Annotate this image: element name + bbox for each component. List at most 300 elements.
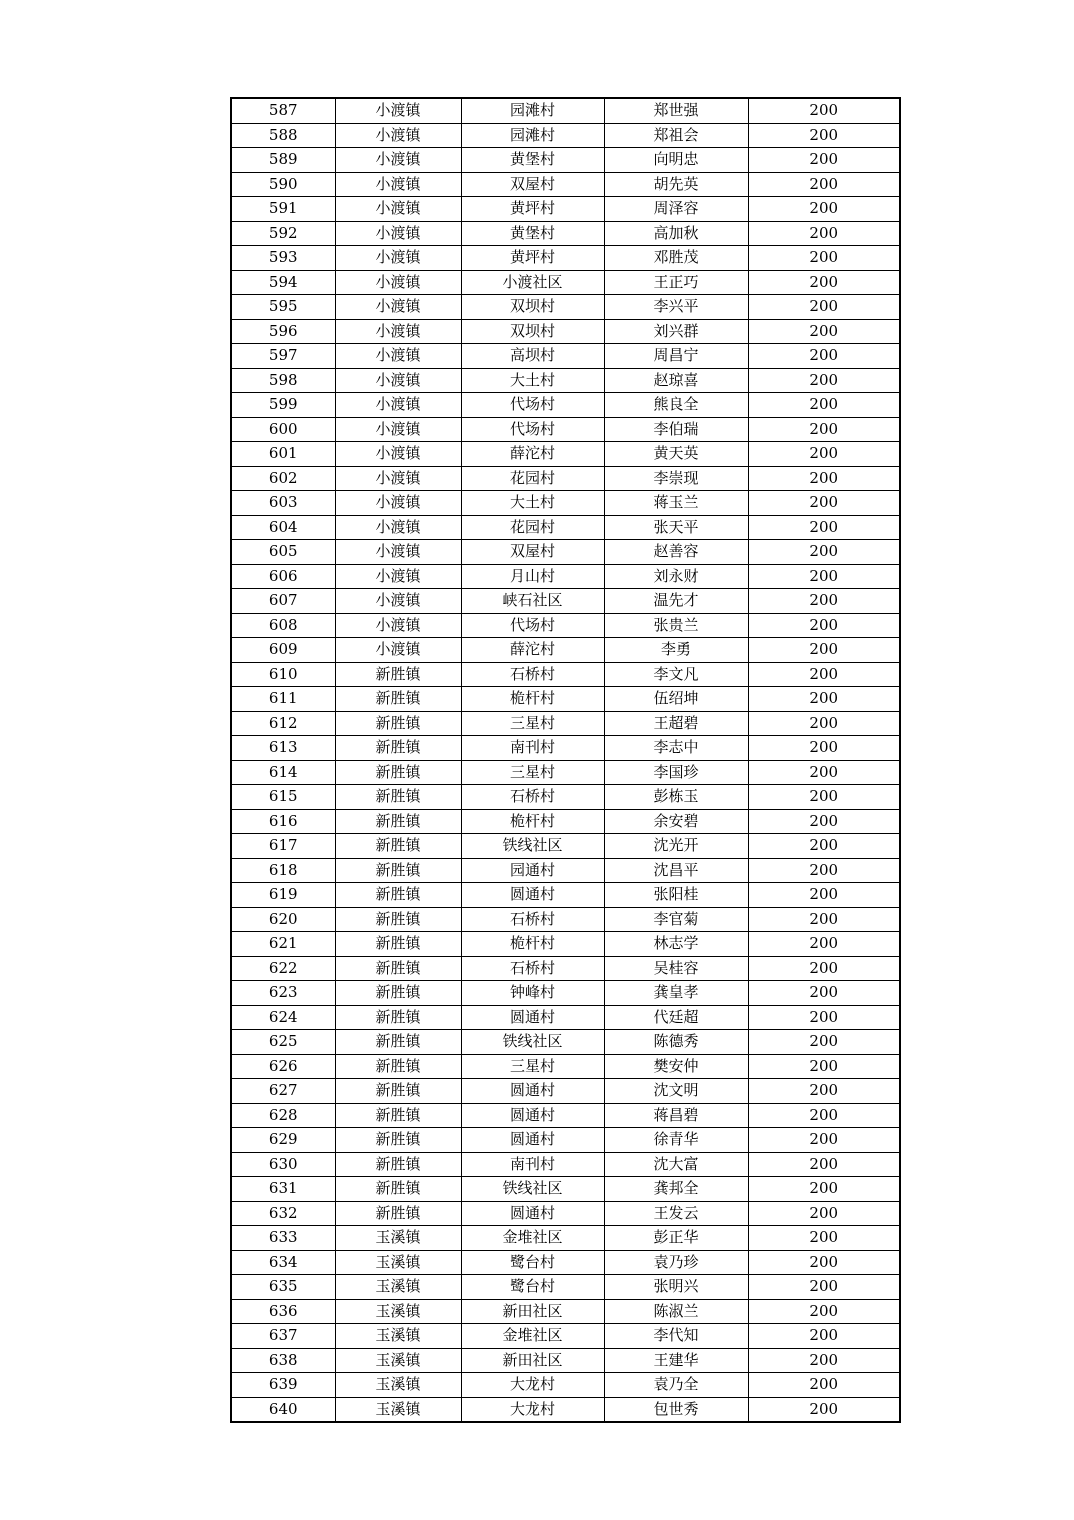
row-number-cell: 619 — [231, 883, 335, 908]
name-cell: 邓胜茂 — [604, 246, 748, 271]
amount-cell: 200 — [748, 1030, 900, 1055]
amount-cell: 200 — [748, 368, 900, 393]
name-cell: 赵琼喜 — [604, 368, 748, 393]
table-row — [231, 687, 900, 712]
amount-cell: 200 — [748, 711, 900, 736]
village-cell: 大土村 — [461, 368, 604, 393]
table-row — [231, 1201, 900, 1226]
row-number-cell: 637 — [231, 1324, 335, 1349]
table-row — [231, 589, 900, 614]
name-cell: 袁乃全 — [604, 1373, 748, 1398]
town-cell: 小渡镇 — [335, 417, 461, 442]
town-cell: 小渡镇 — [335, 540, 461, 565]
name-cell: 李文凡 — [604, 662, 748, 687]
village-cell: 南刊村 — [461, 1152, 604, 1177]
table-row — [231, 221, 900, 246]
town-cell: 新胜镇 — [335, 1152, 461, 1177]
table-row — [231, 613, 900, 638]
village-cell: 金堆社区 — [461, 1324, 604, 1349]
table-row — [231, 270, 900, 295]
table-row — [231, 1226, 900, 1251]
amount-cell: 200 — [748, 785, 900, 810]
amount-cell: 200 — [748, 564, 900, 589]
amount-cell: 200 — [748, 932, 900, 957]
table-row — [231, 956, 900, 981]
name-cell: 樊安仲 — [604, 1054, 748, 1079]
amount-cell: 200 — [748, 295, 900, 320]
village-cell: 双坝村 — [461, 319, 604, 344]
village-cell: 新田社区 — [461, 1348, 604, 1373]
amount-cell: 200 — [748, 760, 900, 785]
row-number-cell: 629 — [231, 1128, 335, 1153]
town-cell: 小渡镇 — [335, 466, 461, 491]
town-cell: 新胜镇 — [335, 1128, 461, 1153]
table-row — [231, 368, 900, 393]
town-cell: 新胜镇 — [335, 858, 461, 883]
name-cell: 王建华 — [604, 1348, 748, 1373]
town-cell: 新胜镇 — [335, 981, 461, 1006]
village-cell: 薛沱村 — [461, 638, 604, 663]
town-cell: 小渡镇 — [335, 515, 461, 540]
table-row — [231, 148, 900, 173]
amount-cell: 200 — [748, 687, 900, 712]
table-row — [231, 932, 900, 957]
table-row — [231, 907, 900, 932]
name-cell: 龚皇孝 — [604, 981, 748, 1006]
row-number-cell: 613 — [231, 736, 335, 761]
amount-cell: 200 — [748, 907, 900, 932]
name-cell: 熊良全 — [604, 393, 748, 418]
roster-table — [230, 97, 901, 1423]
amount-cell: 200 — [748, 417, 900, 442]
name-cell: 蒋玉兰 — [604, 491, 748, 516]
row-number-cell: 617 — [231, 834, 335, 859]
table-row — [231, 1348, 900, 1373]
table-row — [231, 1250, 900, 1275]
row-number-cell: 625 — [231, 1030, 335, 1055]
town-cell: 小渡镇 — [335, 491, 461, 516]
town-cell: 玉溪镇 — [335, 1373, 461, 1398]
table-row — [231, 246, 900, 271]
name-cell: 张明兴 — [604, 1275, 748, 1300]
amount-cell: 200 — [748, 858, 900, 883]
row-number-cell: 623 — [231, 981, 335, 1006]
village-cell: 高坝村 — [461, 344, 604, 369]
amount-cell: 200 — [748, 393, 900, 418]
table-row — [231, 1275, 900, 1300]
town-cell: 小渡镇 — [335, 442, 461, 467]
row-number-cell: 600 — [231, 417, 335, 442]
amount-cell: 200 — [748, 1128, 900, 1153]
village-cell: 黄坪村 — [461, 246, 604, 271]
table-row — [231, 662, 900, 687]
row-number-cell: 610 — [231, 662, 335, 687]
village-cell: 峡石社区 — [461, 589, 604, 614]
table-row — [231, 711, 900, 736]
table-row — [231, 1054, 900, 1079]
table-row — [231, 172, 900, 197]
town-cell: 玉溪镇 — [335, 1397, 461, 1422]
name-cell: 李崇现 — [604, 466, 748, 491]
town-cell: 小渡镇 — [335, 564, 461, 589]
name-cell: 李志中 — [604, 736, 748, 761]
town-cell: 小渡镇 — [335, 246, 461, 271]
village-cell: 铁线社区 — [461, 1177, 604, 1202]
town-cell: 新胜镇 — [335, 1103, 461, 1128]
village-cell: 花园村 — [461, 515, 604, 540]
town-cell: 新胜镇 — [335, 1030, 461, 1055]
town-cell: 新胜镇 — [335, 760, 461, 785]
row-number-cell: 587 — [231, 98, 335, 123]
row-number-cell: 592 — [231, 221, 335, 246]
town-cell: 小渡镇 — [335, 123, 461, 148]
village-cell: 圆通村 — [461, 883, 604, 908]
amount-cell: 200 — [748, 809, 900, 834]
row-number-cell: 609 — [231, 638, 335, 663]
table-row — [231, 393, 900, 418]
village-cell: 小渡社区 — [461, 270, 604, 295]
name-cell: 李勇 — [604, 638, 748, 663]
table-row — [231, 834, 900, 859]
row-number-cell: 616 — [231, 809, 335, 834]
village-cell: 花园村 — [461, 466, 604, 491]
village-cell: 圆通村 — [461, 1103, 604, 1128]
amount-cell: 200 — [748, 466, 900, 491]
village-cell: 三星村 — [461, 760, 604, 785]
amount-cell: 200 — [748, 123, 900, 148]
amount-cell: 200 — [748, 1201, 900, 1226]
table-row — [231, 491, 900, 516]
amount-cell: 200 — [748, 515, 900, 540]
name-cell: 陈淑兰 — [604, 1299, 748, 1324]
name-cell: 郑世强 — [604, 98, 748, 123]
village-cell: 南刊村 — [461, 736, 604, 761]
name-cell: 温先才 — [604, 589, 748, 614]
amount-cell: 200 — [748, 1226, 900, 1251]
name-cell: 袁乃珍 — [604, 1250, 748, 1275]
amount-cell: 200 — [748, 148, 900, 173]
table-row — [231, 1373, 900, 1398]
table-row — [231, 1324, 900, 1349]
town-cell: 新胜镇 — [335, 736, 461, 761]
village-cell: 代场村 — [461, 613, 604, 638]
table-row — [231, 515, 900, 540]
village-cell: 大土村 — [461, 491, 604, 516]
name-cell: 沈文明 — [604, 1079, 748, 1104]
town-cell: 小渡镇 — [335, 148, 461, 173]
table-row — [231, 466, 900, 491]
amount-cell: 200 — [748, 442, 900, 467]
name-cell: 沈大富 — [604, 1152, 748, 1177]
town-cell: 新胜镇 — [335, 1201, 461, 1226]
table-row — [231, 1177, 900, 1202]
amount-cell: 200 — [748, 540, 900, 565]
row-number-cell: 621 — [231, 932, 335, 957]
village-cell: 钟峰村 — [461, 981, 604, 1006]
row-number-cell: 602 — [231, 466, 335, 491]
village-cell: 石桥村 — [461, 956, 604, 981]
town-cell: 新胜镇 — [335, 662, 461, 687]
row-number-cell: 640 — [231, 1397, 335, 1422]
name-cell: 徐青华 — [604, 1128, 748, 1153]
table-row — [231, 1079, 900, 1104]
town-cell: 小渡镇 — [335, 638, 461, 663]
village-cell: 园滩村 — [461, 98, 604, 123]
name-cell: 李国珍 — [604, 760, 748, 785]
row-number-cell: 595 — [231, 295, 335, 320]
town-cell: 玉溪镇 — [335, 1324, 461, 1349]
town-cell: 新胜镇 — [335, 956, 461, 981]
row-number-cell: 631 — [231, 1177, 335, 1202]
row-number-cell: 638 — [231, 1348, 335, 1373]
row-number-cell: 618 — [231, 858, 335, 883]
town-cell: 玉溪镇 — [335, 1299, 461, 1324]
village-cell: 代场村 — [461, 393, 604, 418]
amount-cell: 200 — [748, 172, 900, 197]
row-number-cell: 627 — [231, 1079, 335, 1104]
amount-cell: 200 — [748, 736, 900, 761]
town-cell: 小渡镇 — [335, 221, 461, 246]
table-row — [231, 1152, 900, 1177]
name-cell: 向明忠 — [604, 148, 748, 173]
name-cell: 彭正华 — [604, 1226, 748, 1251]
amount-cell: 200 — [748, 270, 900, 295]
row-number-cell: 605 — [231, 540, 335, 565]
table-row — [231, 98, 900, 123]
town-cell: 新胜镇 — [335, 1005, 461, 1030]
row-number-cell: 599 — [231, 393, 335, 418]
town-cell: 新胜镇 — [335, 1054, 461, 1079]
row-number-cell: 624 — [231, 1005, 335, 1030]
town-cell: 新胜镇 — [335, 687, 461, 712]
amount-cell: 200 — [748, 197, 900, 222]
table-row — [231, 809, 900, 834]
village-cell: 大龙村 — [461, 1373, 604, 1398]
town-cell: 新胜镇 — [335, 883, 461, 908]
row-number-cell: 614 — [231, 760, 335, 785]
town-cell: 新胜镇 — [335, 1177, 461, 1202]
village-cell: 铁线社区 — [461, 834, 604, 859]
town-cell: 小渡镇 — [335, 172, 461, 197]
amount-cell: 200 — [748, 981, 900, 1006]
town-cell: 新胜镇 — [335, 785, 461, 810]
row-number-cell: 590 — [231, 172, 335, 197]
roster-table-body — [231, 98, 900, 1422]
table-row — [231, 1128, 900, 1153]
amount-cell: 200 — [748, 344, 900, 369]
town-cell: 小渡镇 — [335, 295, 461, 320]
amount-cell: 200 — [748, 1275, 900, 1300]
name-cell: 张阳桂 — [604, 883, 748, 908]
amount-cell: 200 — [748, 956, 900, 981]
table-row — [231, 858, 900, 883]
row-number-cell: 639 — [231, 1373, 335, 1398]
row-number-cell: 626 — [231, 1054, 335, 1079]
row-number-cell: 636 — [231, 1299, 335, 1324]
row-number-cell: 594 — [231, 270, 335, 295]
town-cell: 小渡镇 — [335, 393, 461, 418]
name-cell: 王正巧 — [604, 270, 748, 295]
amount-cell: 200 — [748, 221, 900, 246]
row-number-cell: 606 — [231, 564, 335, 589]
table-row — [231, 785, 900, 810]
village-cell: 桅杆村 — [461, 687, 604, 712]
row-number-cell: 635 — [231, 1275, 335, 1300]
name-cell: 张天平 — [604, 515, 748, 540]
table-row — [231, 760, 900, 785]
table-row — [231, 1103, 900, 1128]
amount-cell: 200 — [748, 1177, 900, 1202]
town-cell: 小渡镇 — [335, 197, 461, 222]
name-cell: 陈德秀 — [604, 1030, 748, 1055]
row-number-cell: 632 — [231, 1201, 335, 1226]
amount-cell: 200 — [748, 1324, 900, 1349]
table-row — [231, 883, 900, 908]
village-cell: 新田社区 — [461, 1299, 604, 1324]
name-cell: 沈昌平 — [604, 858, 748, 883]
amount-cell: 200 — [748, 1079, 900, 1104]
name-cell: 郑祖会 — [604, 123, 748, 148]
name-cell: 王发云 — [604, 1201, 748, 1226]
table-row — [231, 981, 900, 1006]
row-number-cell: 607 — [231, 589, 335, 614]
village-cell: 圆通村 — [461, 1201, 604, 1226]
village-cell: 鹭台村 — [461, 1275, 604, 1300]
village-cell: 月山村 — [461, 564, 604, 589]
name-cell: 李代知 — [604, 1324, 748, 1349]
village-cell: 大龙村 — [461, 1397, 604, 1422]
row-number-cell: 634 — [231, 1250, 335, 1275]
town-cell: 小渡镇 — [335, 270, 461, 295]
name-cell: 吴桂容 — [604, 956, 748, 981]
row-number-cell: 630 — [231, 1152, 335, 1177]
amount-cell: 200 — [748, 1103, 900, 1128]
name-cell: 蒋昌碧 — [604, 1103, 748, 1128]
amount-cell: 200 — [748, 613, 900, 638]
amount-cell: 200 — [748, 1005, 900, 1030]
row-number-cell: 589 — [231, 148, 335, 173]
amount-cell: 200 — [748, 834, 900, 859]
name-cell: 赵善容 — [604, 540, 748, 565]
table-row — [231, 736, 900, 761]
name-cell: 余安碧 — [604, 809, 748, 834]
village-cell: 黄堡村 — [461, 148, 604, 173]
table-row — [231, 638, 900, 663]
town-cell: 玉溪镇 — [335, 1226, 461, 1251]
name-cell: 包世秀 — [604, 1397, 748, 1422]
row-number-cell: 588 — [231, 123, 335, 148]
amount-cell: 200 — [748, 1299, 900, 1324]
name-cell: 林志学 — [604, 932, 748, 957]
amount-cell: 200 — [748, 319, 900, 344]
village-cell: 鹭台村 — [461, 1250, 604, 1275]
table-row — [231, 1397, 900, 1422]
name-cell: 黄天英 — [604, 442, 748, 467]
name-cell: 高加秋 — [604, 221, 748, 246]
row-number-cell: 608 — [231, 613, 335, 638]
row-number-cell: 633 — [231, 1226, 335, 1251]
row-number-cell: 620 — [231, 907, 335, 932]
table-row — [231, 564, 900, 589]
table-row — [231, 417, 900, 442]
town-cell: 小渡镇 — [335, 613, 461, 638]
name-cell: 刘永财 — [604, 564, 748, 589]
name-cell: 胡先英 — [604, 172, 748, 197]
name-cell: 刘兴群 — [604, 319, 748, 344]
name-cell: 张贵兰 — [604, 613, 748, 638]
village-cell: 双坝村 — [461, 295, 604, 320]
town-cell: 小渡镇 — [335, 589, 461, 614]
village-cell: 黄堡村 — [461, 221, 604, 246]
name-cell: 王超碧 — [604, 711, 748, 736]
row-number-cell: 622 — [231, 956, 335, 981]
village-cell: 三星村 — [461, 711, 604, 736]
town-cell: 玉溪镇 — [335, 1348, 461, 1373]
table-row — [231, 1299, 900, 1324]
town-cell: 小渡镇 — [335, 319, 461, 344]
name-cell: 周昌宁 — [604, 344, 748, 369]
row-number-cell: 596 — [231, 319, 335, 344]
town-cell: 小渡镇 — [335, 368, 461, 393]
amount-cell: 200 — [748, 1348, 900, 1373]
village-cell: 双屋村 — [461, 540, 604, 565]
town-cell: 玉溪镇 — [335, 1275, 461, 1300]
town-cell: 新胜镇 — [335, 1079, 461, 1104]
row-number-cell: 601 — [231, 442, 335, 467]
village-cell: 圆通村 — [461, 1128, 604, 1153]
name-cell: 周泽容 — [604, 197, 748, 222]
amount-cell: 200 — [748, 1152, 900, 1177]
amount-cell: 200 — [748, 1054, 900, 1079]
row-number-cell: 598 — [231, 368, 335, 393]
village-cell: 金堆社区 — [461, 1226, 604, 1251]
village-cell: 双屋村 — [461, 172, 604, 197]
amount-cell: 200 — [748, 1250, 900, 1275]
amount-cell: 200 — [748, 491, 900, 516]
row-number-cell: 615 — [231, 785, 335, 810]
village-cell: 铁线社区 — [461, 1030, 604, 1055]
table-row — [231, 1030, 900, 1055]
village-cell: 石桥村 — [461, 907, 604, 932]
name-cell: 李兴平 — [604, 295, 748, 320]
name-cell: 代廷超 — [604, 1005, 748, 1030]
table-row — [231, 197, 900, 222]
town-cell: 新胜镇 — [335, 809, 461, 834]
amount-cell: 200 — [748, 883, 900, 908]
village-cell: 桅杆村 — [461, 932, 604, 957]
name-cell: 彭栋玉 — [604, 785, 748, 810]
row-number-cell: 591 — [231, 197, 335, 222]
town-cell: 新胜镇 — [335, 711, 461, 736]
village-cell: 圆通村 — [461, 1079, 604, 1104]
row-number-cell: 593 — [231, 246, 335, 271]
amount-cell: 200 — [748, 589, 900, 614]
village-cell: 三星村 — [461, 1054, 604, 1079]
village-cell: 圆通村 — [461, 1005, 604, 1030]
row-number-cell: 628 — [231, 1103, 335, 1128]
amount-cell: 200 — [748, 1397, 900, 1422]
town-cell: 小渡镇 — [335, 344, 461, 369]
table-row — [231, 1005, 900, 1030]
village-cell: 桅杆村 — [461, 809, 604, 834]
village-cell: 代场村 — [461, 417, 604, 442]
row-number-cell: 611 — [231, 687, 335, 712]
row-number-cell: 597 — [231, 344, 335, 369]
amount-cell: 200 — [748, 98, 900, 123]
row-number-cell: 603 — [231, 491, 335, 516]
name-cell: 沈光开 — [604, 834, 748, 859]
amount-cell: 200 — [748, 662, 900, 687]
